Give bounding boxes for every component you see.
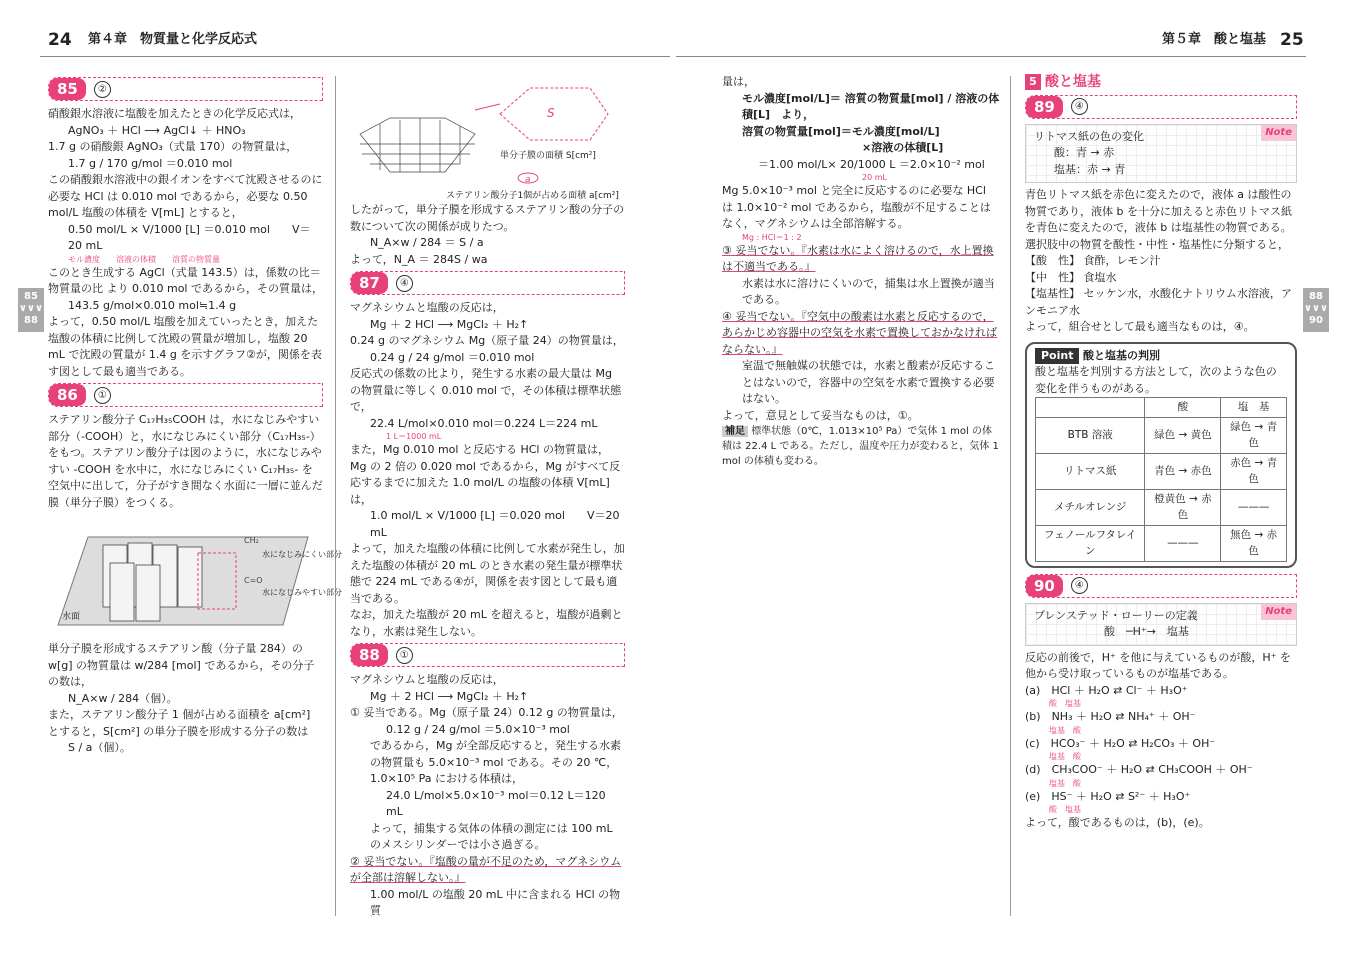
left-page-number: 24 — [48, 30, 72, 50]
text: 水素は水に溶けにくいので，捕集は水上置換が適当である。 — [742, 276, 995, 306]
table-cell: ——— — [1221, 489, 1287, 525]
table-row — [1036, 525, 1287, 561]
text: ② 妥当でない。『塩酸の量が不足のため，マグネシウムが全部は溶解しない。』 — [350, 854, 622, 884]
equation-tag: 酸 塩基 — [1049, 699, 1081, 708]
text: 【酸 性】 食酢，レモン汁 — [1025, 254, 1161, 267]
column-3 — [722, 74, 1000, 469]
question-86-answer: ① — [94, 387, 111, 404]
supplement-tag: 補足 — [722, 426, 748, 437]
table-cell: 緑色 → 黄色 — [1145, 417, 1221, 453]
text: 【塩基性】 セッケン水，水酸化ナトリウム水溶液，アンモニア水 — [1025, 287, 1292, 317]
text: また，ステアリン酸分子 1 個が占める面積を a[cm²] とすると，S[cm²] の単分子膜を形成する分子の数は — [48, 708, 311, 738]
note-line: 酸：青 → 赤 — [1054, 146, 1115, 159]
text: このとき生成する AgCl（式量 143.5）は，係数の比＝物質量の比 より 0.010 mol であるから，その質量は， — [48, 265, 323, 295]
text: よって，組合せとして最も適当なものは，④。 — [1025, 320, 1255, 333]
text: 単分子膜を形成するステアリン酸（分子量 284）の w[g] の物質量は w/284 [mol] であるから，その分子の数は， — [48, 642, 315, 688]
equation: 0.24 g / 24 g/mol ＝0.010 mol — [370, 350, 535, 364]
question-85-header — [48, 77, 323, 101]
text: 硝酸銀水溶液に塩酸を加えたときの化学反応式は， — [48, 107, 301, 120]
question-86-header — [48, 383, 323, 407]
text: 0.24 g のマグネシウム Mg（原子量 24）の物質量は， — [350, 334, 624, 347]
table-cell: メチルオレンジ — [1036, 489, 1145, 525]
text: ステアリン酸分子 C₁₇H₃₅COOH は，水になじみやすい部分（-COOH）と，水になじみにくい部分（C₁₇H₃₅-）をもつ。ステアリン酸分子は図のように，水になじみやすい -COOH を水中に，水になじみにくい C₁₇H₃₅- を空気中に出して，分子がすき間なく水面に一層に並んだ膜（単分子膜）をつくる。 — [48, 413, 323, 509]
text: 反応式の係数の比より，発生する水素の最大量は Mg の物質量に等しく 0.010 mol で，その体積は標準状態で， — [350, 367, 622, 413]
table-header — [1036, 398, 1145, 418]
equation: (b) NH₃ ＋ H₂O ⇄ NH₄⁺ ＋ OH⁻ — [1025, 710, 1196, 723]
right-header-rule — [676, 56, 1306, 57]
indicator-table — [1035, 397, 1287, 562]
table-row — [1036, 417, 1287, 453]
text: なお，加えた塩酸が 20 mL を超えると，塩酸が過剰となり，水素は発生しない。 — [350, 608, 623, 638]
equation: ×溶液の体積[L] — [862, 141, 944, 154]
equation: ＝1.00 mol/L× 20/1000 L ＝2.0×10⁻² mol — [758, 157, 985, 171]
section-number: 5 — [1025, 74, 1041, 90]
text: ④ 妥当でない。『空気中の酸素は水素と反応するので，あらかじめ容器中の空気を水素で置換しておかなければならない。』 — [722, 309, 997, 356]
hydrophobic-label: 水になじみにくい部分 — [262, 550, 342, 559]
area-s-label: S — [547, 106, 555, 120]
question-87-answer: ④ — [396, 275, 413, 292]
note-title: ブレンステッド・ローリーの定義 — [1034, 608, 1198, 622]
question-89-number: 89 — [1026, 96, 1063, 118]
hydrophilic-label: 水になじみやすい部分 — [262, 588, 342, 597]
equation: S / a（個）。 — [68, 741, 131, 754]
note-box-litmus — [1025, 124, 1297, 184]
text: ① 妥当である。Mg（原子量 24）0.12 g の物質量は， — [350, 706, 623, 719]
column-4 — [1025, 74, 1297, 832]
monolayer-area-figure — [350, 74, 625, 202]
point-box — [1025, 342, 1297, 568]
equation: 143.5 g/mol×0.010 mol≒1.4 g — [68, 298, 237, 312]
text: Mg 5.0×10⁻³ mol と完全に反応するのに必要な HCl は 1.0×10⁻² mol であるから，塩酸が不足することはなく，マグネシウムは全部溶解する。 — [722, 184, 991, 230]
text: 1.7 g の硝酸銀 AgNO₃（式量 170）の物質量は， — [48, 140, 298, 153]
text: 反応の前後で，H⁺ を他に与えているものが酸，H⁺ を他から受け取っているものが塩基である。 — [1025, 650, 1291, 680]
table-cell: 無色 → 赤色 — [1221, 525, 1287, 561]
table-cell: リトマス紙 — [1036, 453, 1145, 489]
annotation: モル濃度 溶液の体積 溶質の物質量 — [68, 254, 220, 264]
annotation: 1 L＝1000 mL — [386, 432, 442, 441]
question-90-number: 90 — [1026, 575, 1063, 597]
equation: 1.0 mol/L × V/1000 [L] ＝0.020 mol V＝20 mL — [370, 509, 620, 539]
table-cell: 赤色 → 青色 — [1221, 453, 1287, 489]
text: よって，捕集する気体の体積の測定には 100 mL のメスシリンダーでは小さ過ぎる。 — [370, 821, 613, 851]
monolayer-3d-figure — [48, 515, 342, 637]
text: 量は， — [722, 75, 755, 88]
equation: N_A×w / 284 ＝ S / a — [370, 236, 484, 249]
question-88-answer: ① — [396, 647, 413, 664]
section-header — [1025, 74, 1297, 91]
annotation: Mg : HCl＝1 : 2 — [742, 232, 802, 242]
equation: (d) CH₃COO⁻ ＋ H₂O ⇄ CH₃COOH ＋ OH⁻ — [1025, 763, 1253, 776]
question-88-number: 88 — [351, 644, 388, 666]
note-box-bronsted — [1025, 603, 1297, 646]
question-87-header — [350, 271, 625, 295]
question-89-header — [1025, 95, 1297, 119]
equation: (e) HS⁻ ＋ H₂O ⇄ S²⁻ ＋ H₃O⁺ — [1025, 789, 1191, 803]
table-cell: 緑色 → 青色 — [1221, 417, 1287, 453]
annotation: 20 mL — [862, 173, 887, 182]
section-title: 酸と塩基 — [1045, 74, 1101, 90]
table-row — [1036, 489, 1287, 525]
column-rule-1 — [335, 76, 336, 916]
note-line: 塩基：赤 → 青 — [1054, 162, 1126, 176]
equation: 0.12 g / 24 g/mol ＝5.0×10⁻³ mol — [386, 722, 570, 736]
text: 【中 性】 食塩水 — [1025, 270, 1117, 284]
text: よって，0.50 mol/L 塩酸を加えていったとき，加えた塩酸の体積に比例して沈殿の質量が増加し，塩酸 20 mL で沈殿の質量が 1.4 g を示すグラフ②が，関係を表す図として最も適当である。 — [48, 315, 322, 378]
equation: Mg ＋ 2 HCl ⟶ MgCl₂ ＋ H₂↑ — [370, 317, 529, 331]
point-tag: Point — [1035, 348, 1079, 365]
equation: モル濃度[mol/L]＝ 溶質の物質量[mol] / 溶液の体積[L] より， — [742, 91, 1000, 121]
equation: (c) HCO₃⁻ ＋ H₂O ⇄ H₂CO₃ ＋ OH⁻ — [1025, 736, 1216, 750]
equation: 22.4 L/mol×0.010 mol＝0.224 L＝224 mL — [370, 416, 598, 430]
fig-caption-s: 単分子膜の面積 S[cm²] — [500, 151, 596, 161]
table-cell: BTB 溶液 — [1036, 417, 1145, 453]
question-85-answer: ② — [94, 81, 111, 98]
text: よって，N_A ＝ 284S / wa — [350, 252, 488, 266]
equation-tag: 塩基 酸 — [1049, 725, 1081, 735]
text: また，Mg 0.010 mol と反応する HCl の物質量は，Mg の 2 倍の 0.020 mol であるから，Mg がすべて反応するまでに加えた 1.0 mol/L の塩酸の体積 V[mL] は， — [350, 443, 621, 506]
equation: Mg ＋ 2 HCl ⟶ MgCl₂ ＋ H₂↑ — [370, 689, 529, 703]
point-title: 酸と塩基の判別 — [1082, 348, 1160, 362]
text: よって，意見として妥当なものは，①。 — [722, 408, 919, 422]
column-rule-2 — [1010, 76, 1011, 916]
table-cell: 青色 → 赤色 — [1145, 453, 1221, 489]
question-90-header — [1025, 574, 1297, 598]
equation: AgNO₃ ＋ HCl ⟶ AgCl↓ ＋ HNO₃ — [68, 123, 246, 137]
question-86-number: 86 — [49, 384, 86, 406]
svg-text:CH₂: CH₂ — [244, 536, 259, 545]
equation-tag: 酸 塩基 — [1049, 805, 1081, 814]
note-label: Note — [1261, 604, 1296, 621]
table-cell: フェノールフタレイン — [1036, 525, 1145, 561]
equation-tag: 塩基 酸 — [1049, 778, 1081, 788]
question-85-number: 85 — [49, 78, 86, 100]
supplement — [722, 424, 1000, 469]
table-cell: ——— — [1145, 525, 1221, 561]
text: 青色リトマス紙を赤色に変えたので，液体 a は酸性の物質であり，液体 b を十分に加えると赤色リトマス紙を青色に変えたので，液体 b は塩基性の物質である。選択肢中の物質を酸性・中性・塩基性に分類すると， — [1025, 188, 1292, 251]
left-header-rule — [40, 56, 670, 57]
table-row — [1036, 453, 1287, 489]
equation: 1.7 g / 170 g/mol ＝0.010 mol — [68, 156, 233, 170]
text: よって，加えた塩酸の体積に比例して水素が発生し，加えた塩酸の体積が 20 mL のとき水素の発生量が標準状態で 224 mL である④が，関係を表す図として最も適当である。 — [350, 542, 625, 605]
equation: N_A×w / 284（個）。 — [68, 691, 178, 705]
note-title: リトマス紙の色の変化 — [1034, 129, 1144, 143]
water-surface-label: 水面 — [62, 612, 81, 622]
right-chapter-title: 第５章 酸と塩基 — [1162, 32, 1267, 47]
note-label: Note — [1261, 125, 1296, 142]
left-chapter-title: 第４章 物質量と化学反応式 — [88, 32, 258, 47]
right-page-number: 25 — [1280, 30, 1304, 50]
equation: 24.0 L/mol×5.0×10⁻³ mol＝0.12 L＝120 mL — [386, 788, 606, 818]
table-cell: 橙黄色 → 赤色 — [1145, 489, 1221, 525]
text: したがって，単分子膜を形成するステアリン酸の分子の数について次の関係が成りたつ。 — [350, 203, 625, 233]
question-87-number: 87 — [351, 272, 388, 294]
column-2 — [350, 74, 625, 920]
supplement-text: 標準状態（0℃，1.013×10⁵ Pa）で気体 1 mol の体積は 22.4 L である。ただし，温度や圧力が変わると，気体 1 mol の体積も変わる。 — [722, 426, 999, 467]
right-side-tab: 88 ∨∨∨ 90 — [1303, 288, 1329, 332]
text: ③ 妥当でない。『水素は水によく溶けるので，水上置換は不適当である。』 — [722, 243, 994, 273]
text: 1.00 mol/L の塩酸 20 mL 中に含まれる HCl の物質 — [370, 887, 621, 917]
area-a-label: a — [525, 175, 531, 185]
point-text: 酸と塩基を判別する方法として，次のような色の変化を伴うものがある。 — [1035, 365, 1277, 395]
equation: 0.50 mol/L × V/1000 [L] ＝0.010 mol V＝20 mL — [68, 222, 311, 252]
text: 室温で無触媒の状態では，水素と酸素が反応することはないので，容器中の空気を水素で置換する必要はない。 — [742, 359, 995, 405]
question-89-answer: ④ — [1071, 98, 1088, 115]
question-88-header — [350, 643, 625, 667]
equation: (a) HCl ＋ H₂O ⇄ Cl⁻ ＋ H₃O⁺ — [1025, 683, 1188, 697]
equation: 溶質の物質量[mol]＝モル濃度[mol/L] — [742, 124, 940, 138]
note-line: 酸 ─H⁺→ 塩基 — [1104, 625, 1189, 638]
text: であるから，Mg が全部反応すると，発生する水素の物質量も 5.0×10⁻³ mol である。その 20 ℃，1.0×10⁵ Pa における体積は， — [370, 739, 621, 785]
question-90-answer: ④ — [1071, 577, 1088, 594]
svg-text:C=O: C=O — [244, 576, 263, 585]
fig-caption-a: ステアリン酸分子1個が占める面積 a[cm²] — [446, 191, 619, 201]
column-1 — [48, 74, 342, 757]
table-header: 塩 基 — [1221, 398, 1287, 418]
text: マグネシウムと塩酸の反応は， — [350, 673, 504, 686]
text: この硝酸銀水溶液中の銀イオンをすべて沈殿させるのに必要な HCl は 0.010 mol であるから，必要な 0.50 mol/L 塩酸の体積を V[mL] とすると， — [48, 173, 323, 219]
text: マグネシウムと塩酸の反応は， — [350, 301, 504, 314]
left-side-tab: 85 ∨∨∨ 88 — [18, 288, 44, 332]
equation-tag: 塩基 酸 — [1049, 752, 1081, 761]
text: よって，酸であるものは，(b)，(e)。 — [1025, 816, 1210, 829]
table-header: 酸 — [1145, 398, 1221, 418]
